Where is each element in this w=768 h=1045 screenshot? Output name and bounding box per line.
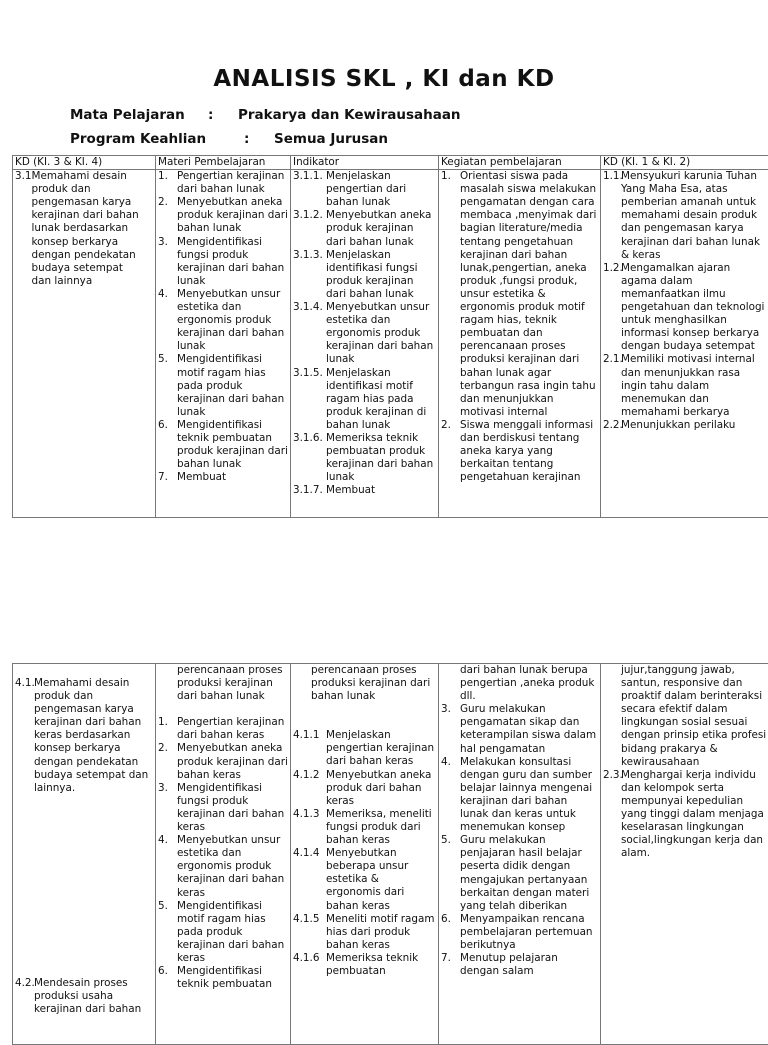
list-item xyxy=(603,170,767,262)
kd-cell xyxy=(13,170,156,518)
item-text: Mensyukuri karunia Tuhan Yang Maha Esa, atas pemberian amanah untuk memahami desain produk dan pengemasan karya kerajinan dari bahan lunak & keras xyxy=(621,170,760,261)
list-item xyxy=(158,900,288,965)
analysis-table-part-2 xyxy=(12,663,768,1045)
list-item xyxy=(15,677,153,795)
item-text: Memeriksa, meneliti fungsi produk dari bahan keras xyxy=(326,808,432,846)
kd12-cell xyxy=(601,170,768,518)
item-number: 5. xyxy=(158,900,168,913)
list-item xyxy=(158,782,288,834)
item-number: 4.1.6 xyxy=(293,952,319,965)
item-text: Menutup pelajaran dengan salam xyxy=(460,952,558,977)
item-number: 2.3. xyxy=(603,769,623,782)
item-text: Menjelaskan identifikasi fungsi produk kerajinan dari bahan lunak xyxy=(326,249,418,300)
item-text: Memeriksa teknik pembuatan xyxy=(326,952,418,977)
item-number: 5. xyxy=(158,353,168,366)
list-item xyxy=(293,484,436,497)
indikator-list xyxy=(293,170,436,497)
item-text: Menunjukkan perilaku xyxy=(621,419,735,431)
item-text: Menjelaskan pengertian dari bahan lunak xyxy=(326,170,406,208)
item-number: 4.1.1 xyxy=(293,729,319,742)
list-item xyxy=(158,170,288,196)
item-number: 4. xyxy=(158,288,168,301)
list-item xyxy=(293,808,436,847)
kd12-continued-text: jujur,tanggung jawab, santun, responsive dan proaktif dalam berinteraksi secara efektif dalam lingkungan sosial sesuai dengan prinsip etika profesi bidang prakarya & kewirausahaan xyxy=(603,664,767,769)
item-text: Mengidentifikasi teknik pembuatan produk kerajinan dari bahan lunak xyxy=(177,419,288,470)
item-text: Guru melakukan pengamatan sikap dan keterampilan siswa dalam hal pengamatan xyxy=(460,703,596,754)
list-item xyxy=(441,952,598,978)
list-item xyxy=(441,756,598,835)
item-text: Orientasi siswa pada masalah siswa melakukan pengamatan dengan cara membaca ,menyimak dari bagian literature/media tentang pengetahuan kerajinan dari bahan lunak,pengertian, aneka produk ,fungsi produk, unsur estetika & ergonomis produk motif ragam hias, teknik pembuatan dan perencanaan proses produksi kerajinan dari bahan lunak agar terbangun rasa ingin tahu dan menunjukkan motivasi internal xyxy=(460,170,596,418)
item-number: 1.1. xyxy=(603,170,623,183)
item-text: Memeriksa teknik pembuatan produk kerajinan dari bahan lunak xyxy=(326,432,433,483)
list-item xyxy=(293,769,436,808)
list-item xyxy=(293,952,436,978)
kd-list-b xyxy=(15,977,153,1016)
kd12-list xyxy=(603,769,767,861)
item-text: Menjelaskan identifikasi motif ragam hias pada produk kerajinan di bahan lunak xyxy=(326,367,426,431)
item-number: 3.1.1. xyxy=(293,170,323,183)
item-number: 3.1.6. xyxy=(293,432,323,445)
list-item xyxy=(603,419,767,432)
program-separator: : xyxy=(244,131,249,147)
item-number: 4.1.3 xyxy=(293,808,319,821)
item-text: Mengidentifikasi fungsi produk kerajinan dari bahan lunak xyxy=(177,236,284,287)
item-text: Menyebutkan aneka produk kerajinan dari bahan keras xyxy=(177,742,288,780)
item-number: 7. xyxy=(158,471,168,484)
item-number: 1. xyxy=(441,170,451,183)
item-number: 4.1.5 xyxy=(293,913,319,926)
item-number: 2.1. xyxy=(603,353,623,366)
item-number: 4. xyxy=(158,834,168,847)
list-item xyxy=(158,196,288,235)
list-item xyxy=(158,742,288,781)
item-number: 6. xyxy=(158,419,168,432)
item-number: 3.1.4. xyxy=(293,301,323,314)
list-item xyxy=(441,703,598,755)
list-item xyxy=(293,367,436,432)
analysis-table-part-1 xyxy=(12,155,768,518)
item-number: 6. xyxy=(158,965,168,978)
item-number: 4.1.2 xyxy=(293,769,319,782)
indikator-cell xyxy=(291,170,439,518)
item-text: Menyebutkan aneka produk kerajinan dari bahan lunak xyxy=(177,196,288,234)
item-text: Membuat xyxy=(326,484,375,496)
list-item xyxy=(293,432,436,484)
item-number: 4. xyxy=(441,756,451,769)
list-item xyxy=(441,834,598,913)
table-header-row xyxy=(13,156,768,170)
item-text: Mengidentifikasi motif ragam hias pada produk kerajinan dari bahan lunak xyxy=(177,353,284,417)
materi-continued-text: perencanaan proses produksi kerajinan dari bahan lunak xyxy=(158,664,288,703)
indikator-continued-text: perencanaan proses produksi kerajinan dari bahan lunak xyxy=(293,664,436,703)
list-item xyxy=(158,965,288,991)
item-text: Membuat xyxy=(177,471,226,483)
item-text: Mengidentifikasi teknik pembuatan xyxy=(177,965,272,990)
item-text: Menyebutkan beberapa unsur estetika & ergonomis dari bahan keras xyxy=(326,847,408,911)
header-kd-ki3-ki4: KD (KI. 3 & KI. 4) xyxy=(13,156,156,170)
header-kegiatan: Kegiatan pembelajaran xyxy=(439,156,601,170)
list-item xyxy=(15,977,153,1016)
indikator-cell xyxy=(291,664,439,1045)
subject-separator: : xyxy=(208,107,213,123)
item-text: Menyebutkan unsur estetika dan ergonomis produk kerajinan dari bahan keras xyxy=(177,834,284,898)
list-item xyxy=(293,847,436,912)
item-number: 3.1.5. xyxy=(293,367,323,380)
list-item xyxy=(293,913,436,952)
item-number: 2. xyxy=(158,742,168,755)
list-item xyxy=(603,353,767,418)
list-item xyxy=(293,170,436,209)
list-item xyxy=(441,913,598,952)
item-number: 5. xyxy=(441,834,451,847)
item-number: 3. xyxy=(441,703,451,716)
item-text: Pengertian kerajinan dari bahan lunak xyxy=(177,170,284,195)
list-item xyxy=(293,249,436,301)
materi-list xyxy=(158,170,288,484)
program-value: Semua Jurusan xyxy=(274,131,388,147)
kegiatan-list xyxy=(441,170,598,484)
item-number: 1. xyxy=(158,170,168,183)
kegiatan-continued-text: dari bahan lunak berupa pengertian ,aneka produk dll. xyxy=(441,664,598,703)
subject-value: Prakarya dan Kewirausahaan xyxy=(238,107,461,123)
list-item xyxy=(441,419,598,484)
item-text: Mendesain proses produksi usaha kerajinan dari bahan xyxy=(34,977,141,1015)
item-text: Menyebutkan unsur estetika dan ergonomis produk kerajinan dari bahan lunak xyxy=(326,301,433,365)
item-number: 4.1. xyxy=(15,677,35,690)
materi-list xyxy=(158,716,288,991)
list-item xyxy=(158,716,288,742)
kd12-cell xyxy=(601,664,768,1045)
item-text: Melakukan konsultasi dengan guru dan sumber belajar lainnya mengenai kerajinan dari bahan lunak dan keras untuk menemukan konsep xyxy=(460,756,592,833)
item-number: 3. xyxy=(158,236,168,249)
item-text: Memiliki motivasi internal dan menunjukkan rasa ingin tahu dalam menemukan dan memahami berkarya xyxy=(621,353,755,417)
list-item xyxy=(158,471,288,484)
kegiatan-cell xyxy=(439,170,601,518)
item-text: Mengidentifikasi fungsi produk kerajinan dari bahan keras xyxy=(177,782,284,833)
list-item xyxy=(158,288,288,353)
item-number: 1.2. xyxy=(603,262,623,275)
item-number: 3.1.3. xyxy=(293,249,323,262)
kegiatan-list xyxy=(441,703,598,978)
document-title: ANALISIS SKL , KI dan KD xyxy=(0,66,768,92)
item-number: 2. xyxy=(158,196,168,209)
list-item xyxy=(603,769,767,861)
kd-cell xyxy=(13,664,156,1045)
item-number: 3. xyxy=(158,782,168,795)
program-label: Program Keahlian xyxy=(70,131,206,147)
item-text: Menyebutkan aneka produk dari bahan keras xyxy=(326,769,431,807)
item-text: Meneliti motif ragam hias dari produk bahan keras xyxy=(326,913,435,951)
item-number: 2. xyxy=(441,419,451,432)
item-number: 3.1.2. xyxy=(293,209,323,222)
list-item xyxy=(441,170,598,419)
kd-text: 3.1Memahami desain produk dan pengemasan karya kerajinan dari bahan lunak berdasarkan konsep berkarya dengan pendekatan budaya setempat dan lainnya xyxy=(15,170,153,288)
item-text: Menghargai kerja individu dan kelompok serta mempunyai kepedulian yang tinggi dalam menjaga keselarasan lingkungan social,lingkungan kerja dan alam. xyxy=(621,769,764,860)
item-text: Pengertian kerajinan dari bahan keras xyxy=(177,716,284,741)
list-item xyxy=(293,301,436,366)
materi-cell xyxy=(156,664,291,1045)
indikator-list xyxy=(293,729,436,978)
subject-label: Mata Pelajaran xyxy=(70,107,185,123)
materi-cell xyxy=(156,170,291,518)
item-text: Guru melakukan penjajaran hasil belajar peserta didik dengan mengajukan pertanyaan berkaitan dengan materi yang telah diberikan xyxy=(460,834,589,911)
list-item xyxy=(293,729,436,768)
list-item xyxy=(158,353,288,418)
item-text: Memahami desain produk dan pengemasan karya kerajinan dari bahan keras berdasarkan konsep berkarya dengan pendekatan budaya setempat dan lainnya. xyxy=(34,677,148,794)
header-indikator: Indikator xyxy=(291,156,439,170)
item-number: 3.1.7. xyxy=(293,484,323,497)
item-text: Menyebutkan aneka produk kerajinan dari bahan lunak xyxy=(326,209,431,247)
item-number: 2.2. xyxy=(603,419,623,432)
table-row xyxy=(13,170,768,518)
item-number: 7. xyxy=(441,952,451,965)
item-text: Mengidentifikasi motif ragam hias pada produk kerajinan dari bahan keras xyxy=(177,900,284,964)
item-text: Menjelaskan pengertian kerajinan dari bahan keras xyxy=(326,729,434,767)
item-text: Siswa menggali informasi dan berdiskusi tentang aneka karya yang berkaitan tentang pengetahuan kerajinan xyxy=(460,419,593,483)
item-text: Mengamalkan ajaran agama dalam memanfaatkan ilmu pengetahuan dan teknologi untuk menghasilkan informasi konsep berkarya dengan budaya setempat xyxy=(621,262,764,353)
list-item xyxy=(158,834,288,899)
kd-list-a xyxy=(15,677,153,795)
item-number: 6. xyxy=(441,913,451,926)
list-item xyxy=(158,419,288,471)
list-item xyxy=(293,209,436,248)
item-number: 1. xyxy=(158,716,168,729)
item-number: 4.1.4 xyxy=(293,847,319,860)
list-item xyxy=(158,236,288,288)
list-item xyxy=(603,262,767,354)
header-materi: Materi Pembelajaran xyxy=(156,156,291,170)
item-number: 4.2. xyxy=(15,977,35,990)
kegiatan-cell xyxy=(439,664,601,1045)
table-row xyxy=(13,664,768,1045)
item-text: Menyebutkan unsur estetika dan ergonomis produk kerajinan dari bahan lunak xyxy=(177,288,284,352)
header-kd-ki1-ki2: KD (KI. 1 & KI. 2) xyxy=(601,156,768,170)
item-text: Menyampaikan rencana pembelajaran pertemuan berikutnya xyxy=(460,913,593,951)
kd12-list xyxy=(603,170,767,432)
